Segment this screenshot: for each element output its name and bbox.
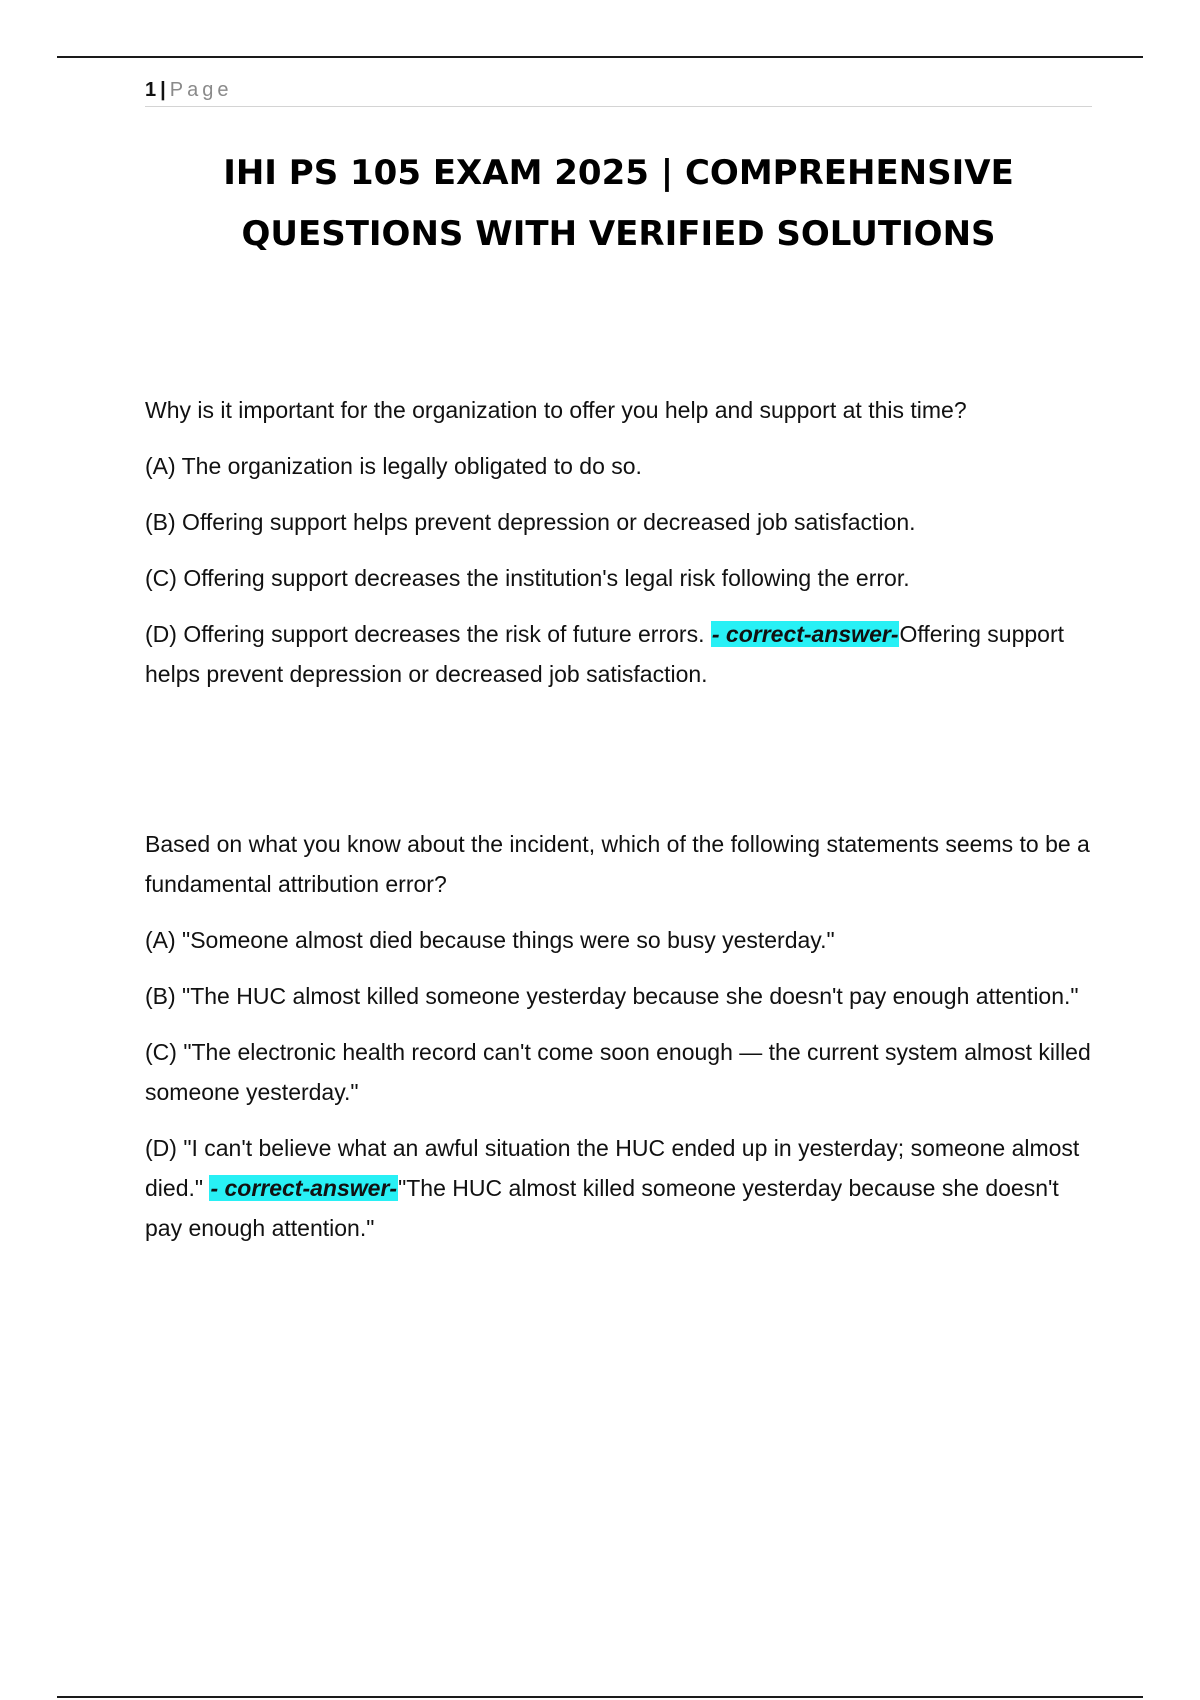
option-b: (B) Offering support helps prevent depression or decreased job satisfaction. xyxy=(145,509,916,535)
top-border-rule xyxy=(57,56,1143,58)
question-stem: Why is it important for the organization to offer you help and support at this time? xyxy=(145,397,967,423)
document-title-line-2: QUESTIONS WITH VERIFIED SOLUTIONS xyxy=(241,214,996,254)
question-stem: Based on what you know about the incident, which of the following statements seems to be a fundamental attribution error? xyxy=(145,831,1090,897)
bottom-border-rule xyxy=(57,1696,1143,1698)
page-separator: | xyxy=(160,79,166,101)
option-d-with-answer xyxy=(145,1128,1100,1248)
question-block-1 xyxy=(145,390,1100,710)
option-a: (A) "Someone almost died because things were so busy yesterday." xyxy=(145,927,835,953)
option-d: (D) "I can't believe what an awful situation the HUC ended up in yesterday; someone almost died." xyxy=(145,1135,1080,1201)
correct-answer-text: Offering support helps prevent depression or decreased job satisfaction. xyxy=(145,621,1064,687)
option-d: (D) Offering support decreases the risk of future errors. xyxy=(145,621,711,647)
document-title xyxy=(145,143,1092,265)
option-c: (C) "The electronic health record can't come soon enough — the current system almost killed someone yesterday." xyxy=(145,1039,1091,1105)
correct-answer-marker: - correct-answer- xyxy=(210,1175,398,1201)
option-c: (C) Offering support decreases the institution's legal risk following the error. xyxy=(145,565,910,591)
page-number: 1 xyxy=(145,79,157,101)
document-title-line-1: IHI PS 105 EXAM 2025 | COMPREHENSIVE xyxy=(223,153,1014,193)
question-block-2 xyxy=(145,824,1100,1264)
option-b: (B) "The HUC almost killed someone yesterday because she doesn't pay enough attention." xyxy=(145,983,1079,1009)
page-label: Page xyxy=(169,79,233,101)
option-a: (A) The organization is legally obligated to do so. xyxy=(145,453,642,479)
option-d-with-answer xyxy=(145,614,1100,694)
page-header xyxy=(145,76,1092,107)
correct-answer-text: "The HUC almost killed someone yesterday because she doesn't pay enough attention." xyxy=(145,1175,1059,1241)
correct-answer-marker: - correct-answer- xyxy=(711,621,899,647)
